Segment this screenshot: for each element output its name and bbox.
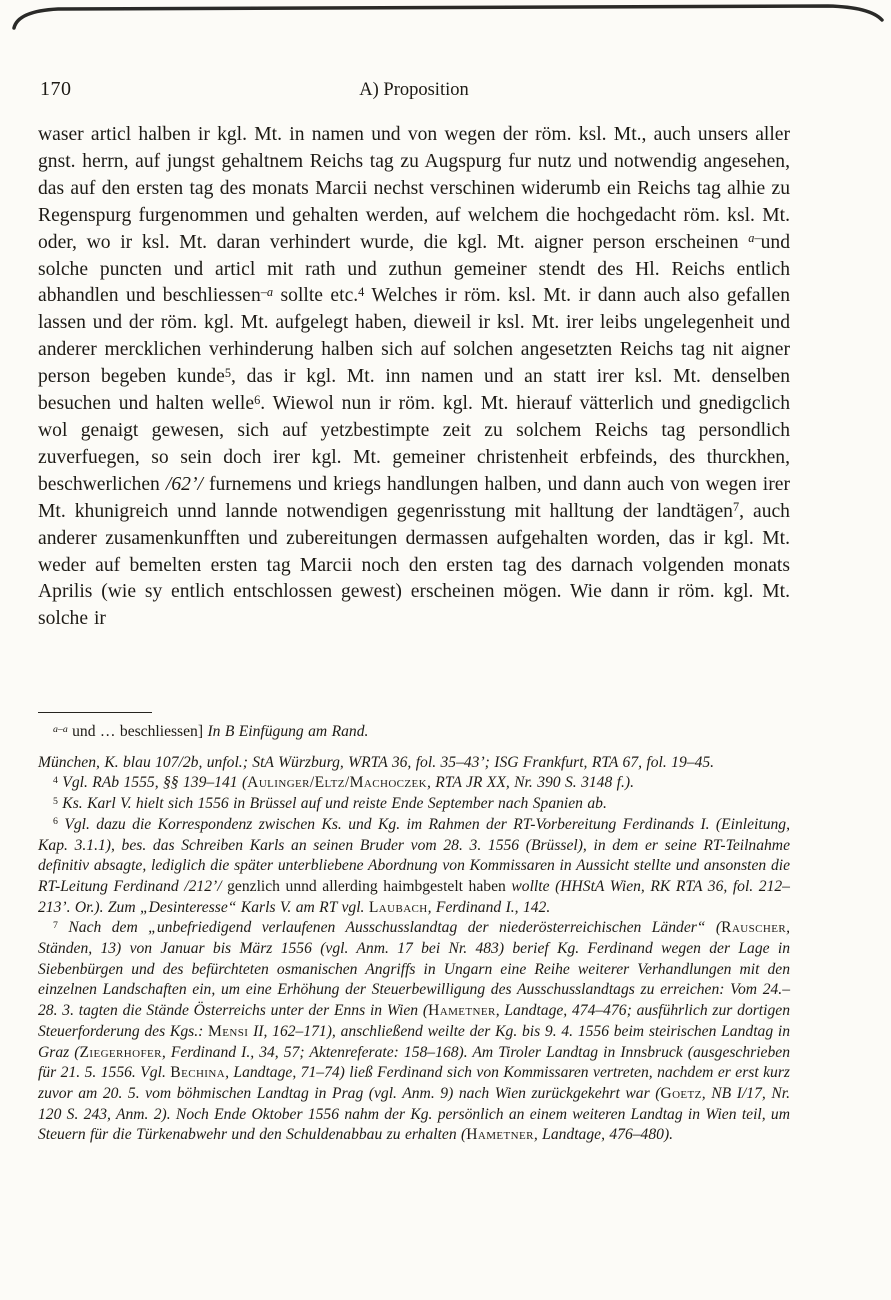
text-segment: Goetz [660, 1084, 702, 1102]
text-segment: /212’/ [184, 877, 222, 895]
footnote-sources-continuation [38, 753, 790, 774]
text-segment: Hametner [466, 1126, 534, 1144]
text-segment: Hametner [428, 1002, 496, 1020]
text-segment: , das ir kgl. Mt. inn namen und an statt irer ksl. Mt. denselben besuchen und halten welle [38, 366, 791, 415]
text-segment: , NB I/17, Nr. 120 S. 243, Anm. 2). Noch Ende Oktober 1556 nahm der Kg. persönlich an einem weiteren Landtag in Wien teil, um Steuern für die Türkenabwehr und den Schuldenabbau zu erhalten ( [38, 1084, 790, 1144]
footnote-5 [38, 794, 790, 815]
text-segment: furnemens und kriegs handlungen halben, und dann auch von wegen irer Mt. khunigreich unnd lannde notwendigen gegenrisstung mit halltung der landtägen [38, 473, 790, 522]
text-segment: , Landtage, 476–480). [533, 1126, 674, 1144]
text-segment: München, K. blau 107/2b, unfol.; StA Würzburg, WRTA 36, fol. 35–43’; ISG Frankfurt, RTA 67, fol. 19–45. [38, 753, 715, 771]
text-segment: Welches ir röm. ksl. Mt. ir dann auch also gefallen lassen und der röm. kgl. Mt. aufgelegt haben, dieweil ir ksl. Mt. irer leibs ungelegenheit und anderer mercklichen verhinderung halben sich auf solchen angesetzten Reichs tag nit aigner person begeben kunde [38, 285, 791, 388]
text-segment: , Ferdinand I., 34, 57; Aktenreferate: 158–168). Am Tiroler Landtag in Innsbruck (ausgeschrieben für 21. 5. 1556. Vgl. [38, 1043, 790, 1082]
text-segment: , Ständen, 13) von Januar bis März 1556 (vgl. Anm. 17 bei Nr. 483) berief Kg. Ferdinand wegen der Lage in Siebenbürgen und des befürchteten osmanischen Angriffs in Ungarn eine Reihe weiterer Verhandlungen mit den einzelnen Landschaften ein, um eine Erhöhung der Steuerbewilligung des Ausschusslandtags zu erreichen: Vom 24.–28. 3. tagten die Stände Österreichs unter der Enns in Wien ( [38, 919, 790, 1020]
text-segment: II, 162–171), anschließend weilte der Kg. bis 9. 4. 1556 beim steirischen Landtag in Graz ( [38, 1022, 791, 1061]
text-segment: 4 [358, 284, 365, 299]
text-segment: , auch anderer zusamenkunfften und zubereitungen dermassen aufgehalten worden, das ir kgl. Mt. weder auf bemelten ersten tag Marcii noch den ersten tag des darnach volgenden monats Aprilis (wie sy entlich entschlossen gewest) erscheinen mögen. Wie dann ir röm. kgl. Mt. solche ir [38, 500, 790, 630]
text-segment: Vgl. dazu die Korrespondenz zwischen Ks. und Kg. im Rahmen der RT-Vorbereitung Ferdinands I. (Einleitung, Kap. 3.1.1), bes. das Schreiben Karls an seinen Bruder vom 28. 3. 1556 (Brüssel), in dem er seine RT-Teilnahme definitiv absagte, lediglich die später unterbliebene Abordnung von Kommissaren in Aussicht stellte und ansonsten die RT-Leitung Ferdinand [38, 815, 790, 895]
footnote-area [38, 712, 790, 1146]
running-header: A) Proposition [359, 80, 469, 100]
footnote-6 [38, 815, 790, 919]
text-segment: . Wiewol nun ir röm. kgl. Mt. hierauf vätterlich und gnedigclich wol genaigt gewesen, sich auf yetzbestimpte zeit zu solchem Reichs tag persondlich zuverfuegen, so sein doch irer kgl. Mt. gemeiner christenheit erbfeinds, des thurckhen, beschwerlichen [38, 393, 790, 495]
text-segment: 5 [224, 365, 232, 380]
text-segment: und solche puncten und articl mit rath und zuthun gemeiner stendt des Hl. Reichs entlich abhandlen und beschliessen [38, 231, 790, 307]
text-segment: In B Einfügung am Rand. [207, 723, 369, 740]
text-segment: Nach dem „unbefriedigend verlaufenen Ausschusslandtag der niederösterreichischen Länder“ ( [57, 919, 722, 937]
page-number: 170 [40, 78, 72, 100]
page-header [38, 78, 790, 104]
text-segment: 5 [53, 795, 58, 807]
text-segment: Bechina [170, 1064, 226, 1082]
text-segment: Vgl. RAb 1555, §§ 139–141 ( [57, 774, 248, 792]
text-segment: 4 [53, 774, 58, 786]
scan-edge-artifact [0, 0, 891, 60]
text-segment: a–a [53, 723, 68, 735]
text-segment: Ks. Karl V. hielt sich 1556 in Brüssel auf und reiste Ende September nach Spanien ab. [57, 795, 607, 813]
body-paragraph [38, 122, 790, 633]
text-segment: waser articl halben ir kgl. Mt. in namen und von wegen der röm. ksl. Mt., auch unsers aller gnst. herrn, auf jungst gehaltnem Reichs tag zu Augspurg fur nutz und notwendig angesehen, das auf den ersten tag des monats Marcii nechst verschinen widerumb ein Reichs tag alhie zu Regenspurg furgenommen und gehalten werden, auf welchem die hochgedacht röm. ksl. Mt. oder, wo ir ksl. Mt. daran verhindert wurde, die kgl. Mt. aigner person erscheinen [38, 124, 790, 253]
text-segment: Rauscher [721, 919, 787, 937]
text-segment: , RTA JR XX, Nr. 390 S. 3148 f.). [426, 774, 634, 792]
footnote-4 [38, 773, 790, 794]
text-segment: 6 [254, 392, 261, 407]
text-segment: /62’/ [165, 473, 203, 495]
text-segment: a– [748, 231, 761, 246]
text-segment: genzlich unnd allerding haimbgestelt haben [221, 877, 506, 895]
text-segment: –a [260, 284, 274, 299]
text-segment: , Landtage, 71–74) ließ Ferdinand sich von Kommissaren vertreten, nachdem er erst kurz zuvor am 20. 5. vom böhmischen Landtag in Prag (vgl. Anm. 9) nach Wien zurückgekehrt war ( [38, 1064, 790, 1102]
text-segment: 6 [53, 816, 58, 828]
text-segment: , Landtage, 474–476; ausführlich zur dortigen Steuerforderung des Kgs.: [38, 1002, 790, 1040]
main-text-block [38, 122, 790, 633]
text-segment: und … beschliessen] [67, 723, 208, 740]
text-segment: Laubach [368, 898, 428, 916]
text-segment: wollte (HHStA Wien, RK RTA 36, fol. 212–213’. Or.). Zum „Desinteresse“ Karls V. am RT vgl. [38, 877, 790, 916]
text-segment: 7 [53, 919, 58, 931]
text-segment: Aulinger/Eltz/Machoczek [247, 774, 427, 792]
apparatus-note-a [38, 722, 790, 743]
text-segment: Ziegerhofer [79, 1043, 162, 1061]
text-segment: sollte etc. [273, 285, 359, 307]
footnote-separator-rule [38, 712, 152, 713]
footnote-7 [38, 918, 790, 1146]
text-segment: Mensi [208, 1022, 249, 1040]
text-segment: , Ferdinand I., 142. [427, 898, 551, 916]
text-segment: 7 [732, 500, 740, 515]
